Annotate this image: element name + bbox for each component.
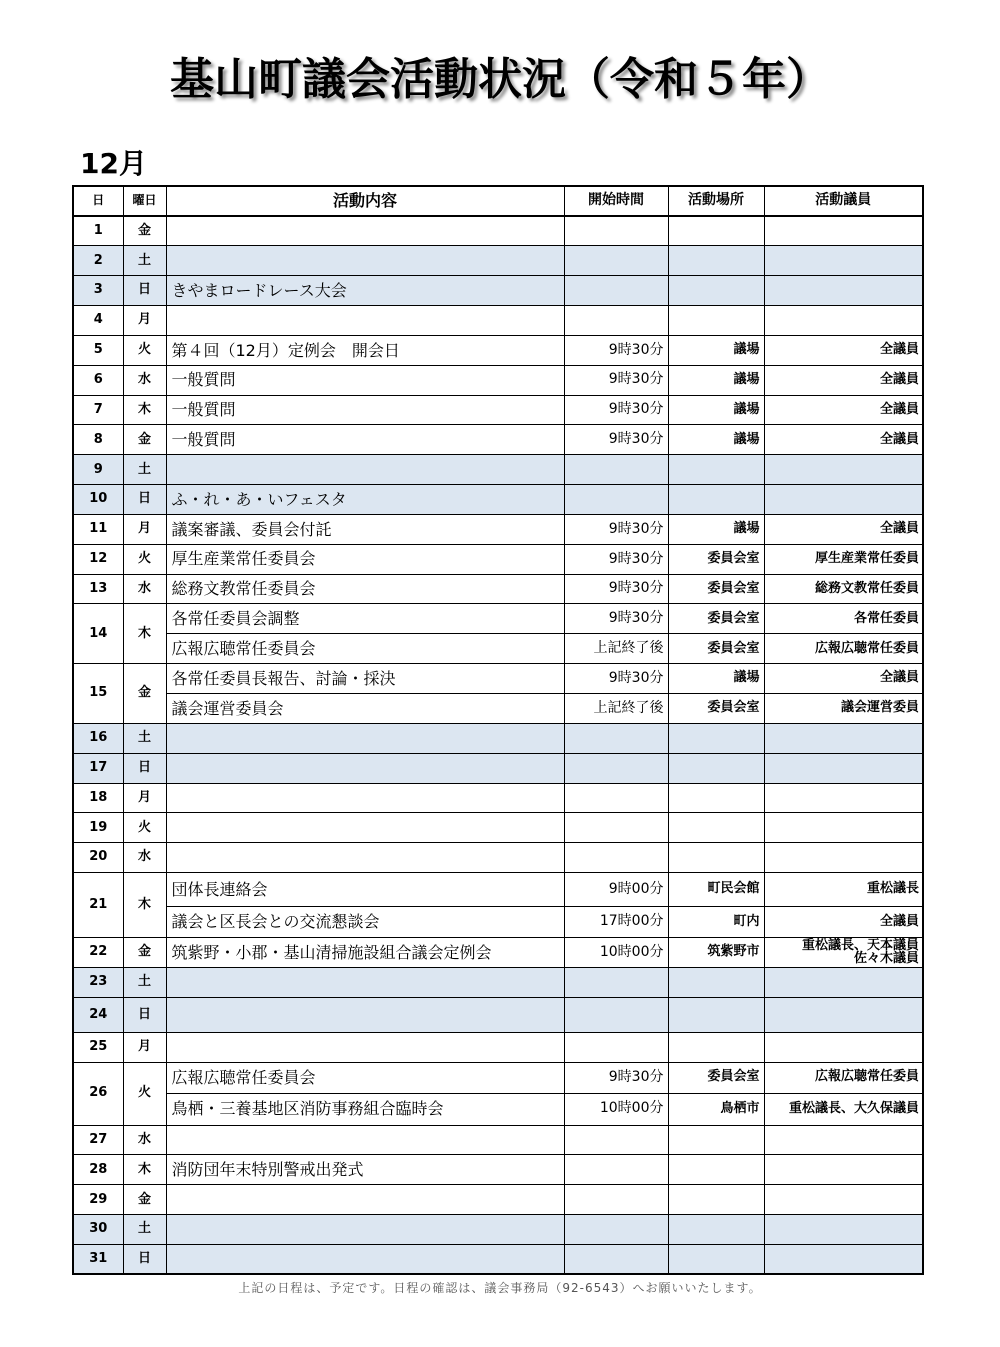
start-time-cell: 17時00分 xyxy=(564,907,668,938)
activity-cell: 広報広聴常任委員会 xyxy=(166,634,564,664)
day-cell: 12 xyxy=(73,544,123,574)
location-cell xyxy=(668,1185,764,1215)
day-cell: 17 xyxy=(73,753,123,783)
day-cell: 4 xyxy=(73,306,123,336)
members-cell: 総務文教常任委員 xyxy=(764,574,923,604)
weekday-cell: 土 xyxy=(123,723,166,753)
location-cell: 議場 xyxy=(668,395,764,425)
page-title: 基山町議会活動状況（令和５年） xyxy=(170,54,830,105)
weekday-cell: 月 xyxy=(123,1032,166,1062)
members-cell xyxy=(764,723,923,753)
activity-cell: 各常任委員会調整 xyxy=(166,604,564,634)
start-time-cell: 9時30分 xyxy=(564,514,668,544)
members-cell xyxy=(764,753,923,783)
location-cell: 委員会室 xyxy=(668,544,764,574)
activity-cell: ふ・れ・あ・いフェスタ xyxy=(166,485,564,515)
start-time-cell: 9時30分 xyxy=(564,1062,668,1093)
members-cell xyxy=(764,967,923,997)
members-cell: 全議員 xyxy=(764,664,923,694)
start-time-cell: 10時00分 xyxy=(564,1093,668,1125)
table-row xyxy=(73,246,923,276)
weekday-cell: 木 xyxy=(123,395,166,425)
header-weekday: 曜日 xyxy=(123,186,166,216)
activity-cell: 第４回（12月）定例会 開会日 xyxy=(166,335,564,365)
start-time-cell xyxy=(564,997,668,1032)
day-cell: 19 xyxy=(73,813,123,843)
weekday-cell: 火 xyxy=(123,335,166,365)
members-cell: 全議員 xyxy=(764,335,923,365)
location-cell xyxy=(668,783,764,813)
table-row xyxy=(73,276,923,306)
members-cell xyxy=(764,997,923,1032)
table-subrow xyxy=(73,907,923,938)
weekday-cell: 火 xyxy=(123,544,166,574)
activity-cell xyxy=(166,843,564,873)
activity-cell xyxy=(166,306,564,336)
location-cell xyxy=(668,485,764,515)
location-cell xyxy=(668,753,764,783)
location-cell xyxy=(668,1155,764,1185)
day-cell: 3 xyxy=(73,276,123,306)
location-cell: 鳥栖市 xyxy=(668,1093,764,1125)
table-row xyxy=(73,1032,923,1062)
location-cell: 委員会室 xyxy=(668,604,764,634)
location-cell xyxy=(668,997,764,1032)
location-cell xyxy=(668,306,764,336)
table-row xyxy=(73,1185,923,1215)
activity-cell: 厚生産業常任委員会 xyxy=(166,544,564,574)
weekday-cell: 月 xyxy=(123,514,166,544)
table-row xyxy=(73,574,923,604)
table-row xyxy=(73,843,923,873)
location-cell: 議場 xyxy=(668,514,764,544)
start-time-cell: 9時30分 xyxy=(564,544,668,574)
start-time-cell xyxy=(564,485,668,515)
day-cell: 9 xyxy=(73,455,123,485)
start-time-cell: 9時30分 xyxy=(564,395,668,425)
start-time-cell xyxy=(564,306,668,336)
location-cell xyxy=(668,1215,764,1245)
weekday-cell: 金 xyxy=(123,425,166,455)
location-cell xyxy=(668,843,764,873)
table-header xyxy=(73,186,923,216)
start-time-cell xyxy=(564,1032,668,1062)
day-cell: 11 xyxy=(73,514,123,544)
day-cell: 29 xyxy=(73,1185,123,1215)
start-time-cell xyxy=(564,723,668,753)
start-time-cell: 9時30分 xyxy=(564,574,668,604)
day-cell: 2 xyxy=(73,246,123,276)
weekday-cell: 日 xyxy=(123,753,166,783)
activity-cell: 議会運営委員会 xyxy=(166,694,564,724)
day-cell: 28 xyxy=(73,1155,123,1185)
weekday-cell: 水 xyxy=(123,365,166,395)
location-cell: 委員会室 xyxy=(668,574,764,604)
activity-cell: 一般質問 xyxy=(166,395,564,425)
members-cell xyxy=(764,783,923,813)
day-cell: 7 xyxy=(73,395,123,425)
start-time-cell xyxy=(564,1185,668,1215)
weekday-cell: 月 xyxy=(123,306,166,336)
weekday-cell: 土 xyxy=(123,455,166,485)
members-cell xyxy=(764,1125,923,1155)
members-cell: 重松議長、天本議員 佐々木議員 xyxy=(764,938,923,968)
activity-cell xyxy=(166,753,564,783)
activity-cell: 消防団年末特別警戒出発式 xyxy=(166,1155,564,1185)
location-cell: 議場 xyxy=(668,664,764,694)
activity-cell xyxy=(166,1244,564,1274)
day-cell: 26 xyxy=(73,1062,123,1125)
table-row xyxy=(73,1155,923,1185)
day-cell: 23 xyxy=(73,967,123,997)
start-time-cell: 9時30分 xyxy=(564,604,668,634)
activity-cell xyxy=(166,967,564,997)
table-row xyxy=(73,783,923,813)
table-row xyxy=(73,753,923,783)
table-row xyxy=(73,1244,923,1274)
members-cell xyxy=(764,485,923,515)
table-subrow xyxy=(73,634,923,664)
table-row xyxy=(73,425,923,455)
day-cell: 18 xyxy=(73,783,123,813)
activity-cell: 議案審議、委員会付託 xyxy=(166,514,564,544)
day-cell: 1 xyxy=(73,216,123,246)
weekday-cell: 水 xyxy=(123,843,166,873)
weekday-cell: 土 xyxy=(123,246,166,276)
start-time-cell xyxy=(564,813,668,843)
members-cell: 全議員 xyxy=(764,907,923,938)
members-cell xyxy=(764,246,923,276)
activity-cell: 一般質問 xyxy=(166,365,564,395)
month-label: 12月 xyxy=(80,147,147,180)
start-time-cell xyxy=(564,1244,668,1274)
day-cell: 8 xyxy=(73,425,123,455)
members-cell xyxy=(764,1185,923,1215)
start-time-cell xyxy=(564,783,668,813)
start-time-cell xyxy=(564,1155,668,1185)
location-cell: 町民会館 xyxy=(668,873,764,907)
activity-cell: 筑紫野・小郡・基山清掃施設組合議会定例会 xyxy=(166,938,564,968)
location-cell: 議場 xyxy=(668,335,764,365)
header-activity: 活動内容 xyxy=(166,186,564,216)
start-time-cell xyxy=(564,1125,668,1155)
table-row xyxy=(73,485,923,515)
weekday-cell: 土 xyxy=(123,967,166,997)
location-cell: 筑紫野市 xyxy=(668,938,764,968)
activity-cell: 一般質問 xyxy=(166,425,564,455)
activity-cell: 総務文教常任委員会 xyxy=(166,574,564,604)
members-cell: 全議員 xyxy=(764,395,923,425)
header-members: 活動議員 xyxy=(764,186,923,216)
location-cell: 委員会室 xyxy=(668,1062,764,1093)
header-location: 活動場所 xyxy=(668,186,764,216)
day-cell: 21 xyxy=(73,873,123,938)
start-time-cell: 9時30分 xyxy=(564,664,668,694)
start-time-cell: 上記終了後 xyxy=(564,694,668,724)
day-cell: 15 xyxy=(73,664,123,724)
start-time-cell: 9時30分 xyxy=(564,425,668,455)
day-cell: 6 xyxy=(73,365,123,395)
table-row xyxy=(73,514,923,544)
activity-cell xyxy=(166,1125,564,1155)
footer-note: 上記の日程は、予定です。日程の確認は、議会事務局（92-6543）へお願いいたします。 xyxy=(238,1281,762,1295)
table-row xyxy=(73,544,923,574)
location-cell: 委員会室 xyxy=(668,634,764,664)
members-cell xyxy=(764,306,923,336)
table-row xyxy=(73,306,923,336)
activity-cell xyxy=(166,783,564,813)
location-cell xyxy=(668,455,764,485)
table-row xyxy=(73,216,923,246)
table-row xyxy=(73,1125,923,1155)
location-cell: 委員会室 xyxy=(668,694,764,724)
header-day: 日 xyxy=(73,186,123,216)
members-cell xyxy=(764,1155,923,1185)
location-cell xyxy=(668,1032,764,1062)
start-time-cell: 10時00分 xyxy=(564,938,668,968)
day-cell: 30 xyxy=(73,1215,123,1245)
members-cell: 広報広聴常任委員 xyxy=(764,634,923,664)
weekday-cell: 火 xyxy=(123,1062,166,1125)
activity-cell xyxy=(166,813,564,843)
members-cell xyxy=(764,1032,923,1062)
start-time-cell: 9時30分 xyxy=(564,335,668,365)
activity-cell xyxy=(166,723,564,753)
members-cell xyxy=(764,216,923,246)
start-time-cell xyxy=(564,455,668,485)
members-cell: 重松議長 xyxy=(764,873,923,907)
weekday-cell: 金 xyxy=(123,1185,166,1215)
day-cell: 20 xyxy=(73,843,123,873)
weekday-cell: 水 xyxy=(123,574,166,604)
table-row xyxy=(73,997,923,1032)
activity-cell: 各常任委員長報告、討論・採決 xyxy=(166,664,564,694)
weekday-cell: 日 xyxy=(123,997,166,1032)
weekday-cell: 木 xyxy=(123,1155,166,1185)
weekday-cell: 水 xyxy=(123,1125,166,1155)
start-time-cell xyxy=(564,843,668,873)
table-subrow xyxy=(73,694,923,724)
weekday-cell: 土 xyxy=(123,1215,166,1245)
table-body xyxy=(73,216,923,1274)
weekday-cell: 木 xyxy=(123,873,166,938)
location-cell xyxy=(668,723,764,753)
members-cell: 広報広聴常任委員 xyxy=(764,1062,923,1093)
members-cell: 厚生産業常任委員 xyxy=(764,544,923,574)
weekday-cell: 日 xyxy=(123,276,166,306)
location-cell xyxy=(668,246,764,276)
table-row xyxy=(73,455,923,485)
activity-cell xyxy=(166,455,564,485)
table-row xyxy=(73,813,923,843)
day-cell: 22 xyxy=(73,938,123,968)
weekday-cell: 金 xyxy=(123,216,166,246)
members-cell: 議会運営委員 xyxy=(764,694,923,724)
members-cell: 各常任委員 xyxy=(764,604,923,634)
location-cell: 議場 xyxy=(668,425,764,455)
start-time-cell xyxy=(564,753,668,783)
start-time-cell xyxy=(564,967,668,997)
activity-cell: 団体長連絡会 xyxy=(166,873,564,907)
start-time-cell: 上記終了後 xyxy=(564,634,668,664)
members-cell: 全議員 xyxy=(764,365,923,395)
location-cell xyxy=(668,276,764,306)
weekday-cell: 日 xyxy=(123,1244,166,1274)
day-cell: 14 xyxy=(73,604,123,664)
activity-cell xyxy=(166,216,564,246)
weekday-cell: 金 xyxy=(123,664,166,724)
activity-cell: 議会と区長会との交流懇談会 xyxy=(166,907,564,938)
header-row xyxy=(73,186,923,216)
members-cell: 全議員 xyxy=(764,514,923,544)
members-cell: 全議員 xyxy=(764,425,923,455)
activity-cell xyxy=(166,1215,564,1245)
day-cell: 31 xyxy=(73,1244,123,1274)
members-cell xyxy=(764,276,923,306)
location-cell: 議場 xyxy=(668,365,764,395)
table-row xyxy=(73,604,923,634)
table-row xyxy=(73,1062,923,1093)
members-cell: 重松議長、大久保議員 xyxy=(764,1093,923,1125)
table-row xyxy=(73,938,923,968)
day-cell: 27 xyxy=(73,1125,123,1155)
weekday-cell: 月 xyxy=(123,783,166,813)
header-start-time: 開始時間 xyxy=(564,186,668,216)
location-cell xyxy=(668,1244,764,1274)
members-cell xyxy=(764,455,923,485)
start-time-cell xyxy=(564,276,668,306)
schedule-table xyxy=(72,185,924,1275)
start-time-cell xyxy=(564,1215,668,1245)
members-cell xyxy=(764,1215,923,1245)
table-row xyxy=(73,365,923,395)
activity-cell: 広報広聴常任委員会 xyxy=(166,1062,564,1093)
day-cell: 5 xyxy=(73,335,123,365)
members-cell xyxy=(764,843,923,873)
start-time-cell: 9時00分 xyxy=(564,873,668,907)
activity-cell xyxy=(166,246,564,276)
activity-cell xyxy=(166,997,564,1032)
day-cell: 16 xyxy=(73,723,123,753)
members-cell xyxy=(764,1244,923,1274)
start-time-cell xyxy=(564,246,668,276)
weekday-cell: 金 xyxy=(123,938,166,968)
table-row xyxy=(73,664,923,694)
start-time-cell xyxy=(564,216,668,246)
weekday-cell: 木 xyxy=(123,604,166,664)
table-row xyxy=(73,335,923,365)
location-cell xyxy=(668,967,764,997)
location-cell xyxy=(668,1125,764,1155)
start-time-cell: 9時30分 xyxy=(564,365,668,395)
activity-cell xyxy=(166,1185,564,1215)
activity-cell: 鳥栖・三養基地区消防事務組合臨時会 xyxy=(166,1093,564,1125)
table-row xyxy=(73,967,923,997)
table-row xyxy=(73,1215,923,1245)
weekday-cell: 日 xyxy=(123,485,166,515)
members-cell xyxy=(764,813,923,843)
location-cell xyxy=(668,216,764,246)
weekday-cell: 火 xyxy=(123,813,166,843)
table-row xyxy=(73,723,923,753)
day-cell: 24 xyxy=(73,997,123,1032)
activity-cell: きやまロードレース大会 xyxy=(166,276,564,306)
location-cell: 町内 xyxy=(668,907,764,938)
activity-cell xyxy=(166,1032,564,1062)
table-row xyxy=(73,873,923,907)
day-cell: 13 xyxy=(73,574,123,604)
day-cell: 25 xyxy=(73,1032,123,1062)
table-subrow xyxy=(73,1093,923,1125)
location-cell xyxy=(668,813,764,843)
day-cell: 10 xyxy=(73,485,123,515)
table-row xyxy=(73,395,923,425)
